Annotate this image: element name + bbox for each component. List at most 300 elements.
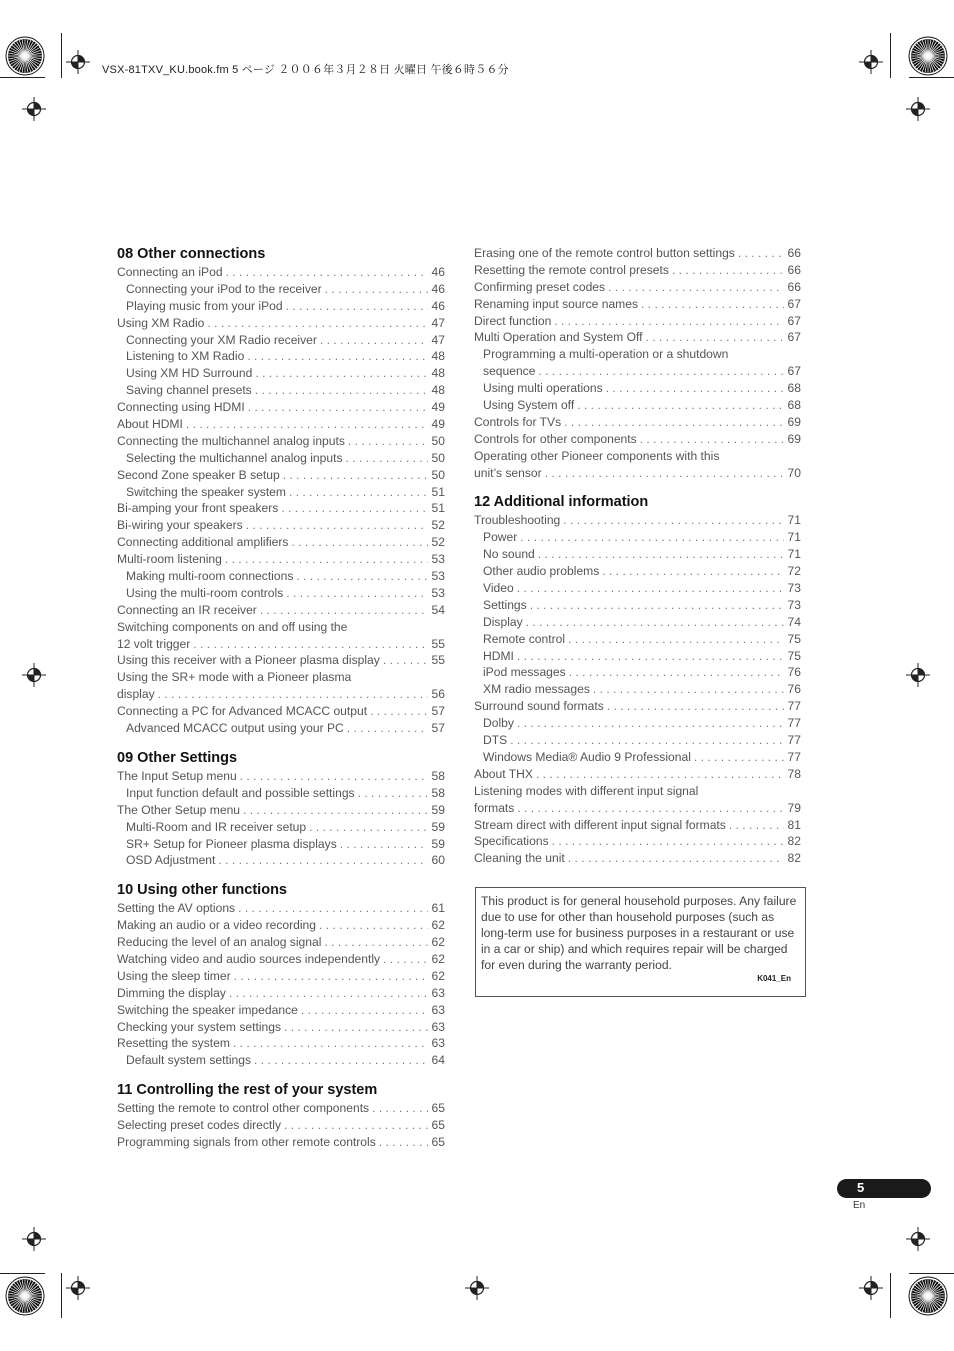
- toc-entry-title: Connecting using HDMI: [117, 400, 245, 415]
- toc-entry-page: 66: [787, 262, 801, 277]
- toc-entry: [117, 1035, 445, 1052]
- toc-entry-title: The Other Setup menu: [117, 802, 241, 817]
- toc-entry-page: 61: [431, 901, 445, 916]
- toc-entry-title: The Input Setup menu: [117, 768, 237, 783]
- toc-entry-title: 12 volt trigger: [117, 636, 191, 651]
- dot-leader: [563, 512, 783, 529]
- dot-leader: [226, 264, 428, 281]
- toc-entry-page: 71: [787, 547, 801, 562]
- dot-leader: [554, 313, 783, 330]
- toc-entry-title: Dimming the display: [117, 985, 226, 1000]
- dot-leader: [694, 749, 784, 766]
- toc-entry: [474, 597, 801, 614]
- toc-entry-title: OSD Adjustment: [126, 853, 216, 868]
- toc-entry: [474, 698, 801, 715]
- toc-entry-page: 68: [787, 398, 801, 413]
- dot-leader: [238, 900, 427, 917]
- toc-entry-title: Connecting your XM Radio receiver: [126, 332, 317, 347]
- toc-entry: [117, 636, 445, 653]
- toc-entry: [117, 951, 445, 968]
- crosshair-mark-icon: [859, 50, 883, 74]
- toc-entry-title: Setting the AV options: [117, 901, 236, 916]
- crosshair-mark-icon: [859, 1276, 883, 1300]
- toc-entry-title: Making multi-room connections: [126, 569, 294, 584]
- toc-entry-title: Specifications: [474, 834, 549, 849]
- toc-entry-page: 82: [787, 834, 801, 849]
- toc-entry: [474, 833, 801, 850]
- dot-leader: [530, 597, 784, 614]
- dot-leader: [346, 450, 428, 467]
- toc-entry: [474, 631, 801, 648]
- toc-entry: [474, 529, 801, 546]
- dot-leader: [545, 465, 784, 482]
- toc-entry-page: 74: [787, 614, 801, 629]
- toc-entry: [474, 664, 801, 681]
- dot-leader: [538, 363, 783, 380]
- toc-entry-page: 77: [787, 749, 801, 764]
- toc-entry: [474, 715, 801, 732]
- toc-entry: [474, 850, 801, 867]
- toc-entry-page: 62: [431, 968, 445, 983]
- toc-entry: [117, 298, 445, 315]
- toc-entry: [117, 399, 445, 416]
- registration-rosette-icon: [5, 36, 45, 76]
- toc-entry: [474, 262, 801, 279]
- toc-entry-page: 73: [787, 581, 801, 596]
- toc-entry-page: 67: [787, 364, 801, 379]
- crosshair-mark-icon: [22, 1227, 46, 1251]
- toc-entry-title: Programming signals from other remote controls: [117, 1134, 376, 1149]
- dot-leader: [520, 529, 783, 546]
- toc-entry-title: DTS: [483, 733, 508, 748]
- toc-entry-title: Connecting an IR receiver: [117, 602, 257, 617]
- toc-entry-title: Connecting the multichannel analog inputs: [117, 433, 345, 448]
- toc-entry-title: Setting the remote to control other components: [117, 1101, 370, 1116]
- toc-entry-page: 78: [787, 766, 801, 781]
- toc-entry-title: Using XM HD Surround: [126, 366, 253, 381]
- toc-entry-page: 77: [787, 733, 801, 748]
- toc-entry: [117, 985, 445, 1002]
- toc-entry: [117, 365, 445, 382]
- toc-entry: [117, 652, 445, 669]
- dot-leader: [729, 817, 784, 834]
- toc-entry: [117, 852, 445, 869]
- toc-entry: [117, 416, 445, 433]
- toc-entry: [117, 934, 445, 951]
- toc-entry: [474, 749, 801, 766]
- toc-entry-title: Using multi operations: [483, 381, 603, 396]
- toc-entry-title: Controls for other components: [474, 431, 637, 446]
- toc-entry: [117, 686, 445, 703]
- toc-entry-title: Using XM Radio: [117, 315, 205, 330]
- dot-leader: [517, 648, 784, 665]
- dot-leader: [283, 467, 428, 484]
- toc-entry: [117, 917, 445, 934]
- toc-entry-title: Connecting an iPod: [117, 265, 223, 279]
- crop-line: [909, 1273, 954, 1274]
- section-heading: 11 Controlling the rest of your system: [117, 1082, 378, 1099]
- toc-entry: [474, 800, 801, 817]
- toc-entry-page: 63: [431, 985, 445, 1000]
- toc-entry-title: Programming a multi-operation or a shutdown: [483, 347, 729, 362]
- toc-entry: [474, 648, 801, 665]
- page-number-tab: [837, 1179, 931, 1198]
- toc-entry-title: Listening to XM Radio: [126, 349, 245, 364]
- registration-rosette-icon: [908, 36, 948, 76]
- toc-entry: [117, 1002, 445, 1019]
- dot-leader: [319, 917, 428, 934]
- toc-entry-page: 77: [787, 716, 801, 731]
- toc-entry-title: Troubleshooting: [474, 513, 561, 528]
- crosshair-mark-icon: [22, 97, 46, 121]
- toc-entry: [117, 517, 445, 534]
- crop-line: [0, 1273, 45, 1274]
- toc-entry: [474, 448, 801, 465]
- toc-entry-page: 53: [431, 569, 445, 584]
- toc-entry-page: 59: [431, 836, 445, 851]
- crosshair-mark-icon: [906, 1227, 930, 1251]
- toc-entry-page: 71: [787, 513, 801, 528]
- dot-leader: [738, 245, 784, 262]
- dot-leader: [370, 703, 427, 720]
- toc-entry-title: Switching components on and off using the: [117, 619, 348, 634]
- toc-entry-page: 52: [431, 518, 445, 533]
- dot-leader: [234, 968, 428, 985]
- toc-entry-title: Remote control: [483, 631, 566, 646]
- dot-leader: [608, 279, 783, 296]
- toc-entry: [474, 363, 801, 380]
- dot-leader: [379, 1134, 428, 1151]
- toc-entry: [117, 1100, 445, 1117]
- page-language: En: [853, 1200, 866, 1211]
- toc-entry-title: Using this receiver with a Pioneer plasma display: [117, 653, 380, 668]
- dot-leader: [340, 836, 428, 853]
- toc-entry-page: 63: [431, 1002, 445, 1017]
- toc-entry-page: 76: [787, 665, 801, 680]
- toc-entry: [117, 1117, 445, 1134]
- toc-entry-title: iPod messages: [483, 665, 566, 680]
- toc-entry-title: About THX: [474, 766, 533, 781]
- toc-entry-page: 67: [787, 313, 801, 328]
- toc-entry-title: Erasing one of the remote control button settings: [474, 246, 735, 260]
- toc-entry-page: 48: [431, 349, 445, 364]
- dot-leader: [193, 636, 427, 653]
- toc-entry-title: Connecting additional amplifiers: [117, 535, 289, 550]
- dot-leader: [286, 585, 427, 602]
- toc-entry-title: Multi-room listening: [117, 552, 222, 567]
- toc-entry-page: 64: [431, 1053, 445, 1068]
- toc-entry-title: Operating other Pioneer components with this: [474, 448, 720, 463]
- toc-entry-page: 71: [787, 530, 801, 545]
- toc-entry-title: Using the multi-room controls: [126, 585, 284, 600]
- toc-entry: [117, 433, 445, 450]
- toc-entry-page: 65: [431, 1101, 445, 1116]
- dot-leader: [510, 732, 783, 749]
- page-number: 5: [857, 1180, 865, 1195]
- toc-entry-page: 51: [431, 484, 445, 499]
- toc-entry-page: 53: [431, 585, 445, 600]
- toc-entry-page: 63: [431, 1019, 445, 1034]
- toc-entry: [117, 619, 445, 636]
- toc-entry-page: 57: [431, 704, 445, 719]
- toc-entry-title: Controls for TVs: [474, 414, 562, 429]
- toc-entry-title: Confirming preset codes: [474, 279, 606, 294]
- dot-leader: [536, 766, 784, 783]
- toc-entry-title: Using the sleep timer: [117, 968, 231, 983]
- toc-entry-page: 46: [431, 265, 445, 279]
- toc-entry-page: 49: [431, 400, 445, 415]
- section-heading: 09 Other Settings: [117, 749, 238, 766]
- toc-entry-title: Power: [483, 530, 518, 545]
- toc-entry-title: SR+ Setup for Pioneer plasma displays: [126, 836, 337, 851]
- dot-leader: [246, 517, 428, 534]
- toc-entry-title: Settings: [483, 597, 527, 612]
- toc-entry-title: Direct function: [474, 313, 552, 328]
- toc-entry-page: 72: [787, 564, 801, 579]
- toc-entry-title: Bi-amping your front speakers: [117, 501, 279, 516]
- toc-entry: [117, 585, 445, 602]
- toc-entry: [117, 703, 445, 720]
- toc-entry-page: 46: [431, 298, 445, 313]
- toc-right-column: [474, 245, 801, 867]
- toc-entry-title: Advanced MCACC output using your PC: [126, 721, 344, 736]
- toc-entry: [474, 817, 801, 834]
- dot-leader: [229, 985, 428, 1002]
- toc-entry: [117, 551, 445, 568]
- toc-entry-title: About HDMI: [117, 417, 183, 432]
- toc-entry: [117, 785, 445, 802]
- dot-leader: [218, 852, 427, 869]
- toc-entry-title: sequence: [483, 364, 536, 379]
- dot-leader: [296, 568, 427, 585]
- registration-rosette-icon: [908, 1276, 948, 1316]
- dot-leader: [602, 563, 783, 580]
- toc-entry: [474, 681, 801, 698]
- section-heading: 10 Using other functions: [117, 882, 287, 899]
- dot-leader: [255, 382, 428, 399]
- notice-code: K041_En: [757, 974, 791, 983]
- toc-entry-title: Multi Operation and System Off: [474, 330, 643, 345]
- toc-entry-title: Renaming input source names: [474, 296, 639, 311]
- toc-entry-page: 67: [787, 330, 801, 345]
- toc-entry: [474, 380, 801, 397]
- toc-entry: [474, 614, 801, 631]
- toc-entry-page: 58: [431, 768, 445, 783]
- crop-line: [909, 77, 954, 78]
- toc-entry-page: 65: [431, 1134, 445, 1149]
- toc-entry: [474, 580, 801, 597]
- toc-entry-title: Input function default and possible settings: [126, 785, 355, 800]
- toc-entry-title: Stream direct with different input signal formats: [474, 817, 726, 832]
- toc-entry-page: 50: [431, 433, 445, 448]
- toc-entry: [117, 467, 445, 484]
- toc-entry: [117, 348, 445, 365]
- toc-entry-page: 57: [431, 721, 445, 736]
- toc-entry: [117, 602, 445, 619]
- toc-entry-title: Multi-Room and IR receiver setup: [126, 819, 307, 834]
- dot-leader: [248, 399, 428, 416]
- toc-entry: [117, 1019, 445, 1036]
- toc-entry-page: 81: [787, 817, 801, 832]
- toc-entry-page: 73: [787, 597, 801, 612]
- usage-notice-box: [475, 887, 806, 997]
- toc-entry-title: Making an audio or a video recording: [117, 918, 316, 933]
- toc-entry-title: No sound: [483, 547, 535, 562]
- toc-entry-page: 50: [431, 450, 445, 465]
- dot-leader: [383, 652, 428, 669]
- dot-leader: [607, 698, 784, 715]
- crosshair-mark-icon: [465, 1276, 489, 1300]
- toc-entry-page: 75: [787, 631, 801, 646]
- toc-entry-title: Resetting the remote control presets: [474, 262, 669, 277]
- dot-leader: [640, 431, 784, 448]
- usage-notice-text: This product is for general household purposes. Any failure due to use for other than household purposes (such as long-term use for business purposes in a restaurant or use in a car or ship) and which requires repair will be charged for even during the warranty period.: [481, 894, 797, 972]
- toc-entry: [117, 568, 445, 585]
- toc-entry: [117, 484, 445, 501]
- section-heading: 08 Other connections: [117, 246, 266, 262]
- crosshair-mark-icon: [66, 1276, 90, 1300]
- toc-entry-page: 54: [431, 602, 445, 617]
- toc-entry-page: 66: [787, 246, 801, 260]
- toc-entry: [117, 1134, 445, 1151]
- toc-entry-page: 58: [431, 785, 445, 800]
- dot-leader: [646, 329, 784, 346]
- toc-entry: [474, 296, 801, 313]
- toc-entry: [474, 512, 801, 529]
- toc-entry-page: 63: [431, 1036, 445, 1051]
- dot-leader: [672, 262, 784, 279]
- toc-entry-title: Listening modes with different input signal: [474, 783, 699, 798]
- toc-entry-page: 66: [787, 279, 801, 294]
- dot-leader: [320, 332, 428, 349]
- toc-entry-title: Switching the speaker impedance: [117, 1002, 298, 1017]
- toc-entry-page: 69: [787, 414, 801, 429]
- dot-leader: [291, 534, 427, 551]
- toc-entry: [117, 315, 445, 332]
- file-info-header: VSX-81TXV_KU.book.fm 5 ページ ２００６年３月２８日 火曜日 午後６時５６分: [102, 64, 509, 76]
- toc-entry-page: 55: [431, 636, 445, 651]
- toc-entry-title: Default system settings: [126, 1053, 252, 1068]
- dot-leader: [569, 664, 784, 681]
- crop-line: [890, 33, 891, 78]
- dot-leader: [247, 348, 427, 365]
- toc-entry-title: Using the SR+ mode with a Pioneer plasma: [117, 670, 352, 685]
- dot-leader: [158, 686, 428, 703]
- toc-entry-title: Second Zone speaker B setup: [117, 467, 280, 482]
- toc-entry: [474, 783, 801, 800]
- dot-leader: [309, 819, 427, 836]
- crosshair-mark-icon: [906, 97, 930, 121]
- toc-entry-page: 69: [787, 431, 801, 446]
- toc-entry-title: Video: [483, 581, 514, 596]
- toc-entry-page: 49: [431, 417, 445, 432]
- toc-entry-page: 48: [431, 383, 445, 398]
- crop-line: [890, 1273, 891, 1318]
- toc-entry: [117, 382, 445, 399]
- dot-leader: [207, 315, 427, 332]
- toc-entry-page: 82: [787, 851, 801, 866]
- toc-entry-title: Dolby: [483, 716, 514, 731]
- toc-entry: [474, 766, 801, 783]
- dot-leader: [538, 546, 784, 563]
- toc-entry: [117, 819, 445, 836]
- dot-leader: [240, 768, 428, 785]
- toc-entry-title: display: [117, 687, 155, 702]
- toc-entry: [117, 281, 445, 298]
- toc-entry: [474, 245, 801, 262]
- toc-entry-title: HDMI: [483, 648, 514, 663]
- dot-leader: [383, 951, 427, 968]
- toc-entry-page: 70: [787, 465, 801, 480]
- toc-entry: [474, 563, 801, 580]
- toc-entry: [117, 450, 445, 467]
- dot-leader: [577, 397, 783, 414]
- toc-entry-page: 59: [431, 802, 445, 817]
- dot-leader: [260, 602, 428, 619]
- toc-entry: [474, 329, 801, 346]
- dot-leader: [286, 298, 428, 315]
- crosshair-mark-icon: [22, 663, 46, 687]
- toc-entry-title: XM radio messages: [483, 682, 590, 697]
- toc-entry-title: Display: [483, 614, 523, 629]
- section-heading: 12 Additional information: [474, 494, 649, 511]
- toc-entry-page: 52: [431, 535, 445, 550]
- toc-entry-page: 46: [431, 281, 445, 296]
- dot-leader: [254, 1052, 428, 1069]
- toc-entry-title: Resetting the system: [117, 1036, 230, 1051]
- toc-entry: [117, 500, 445, 517]
- toc-entry: [474, 346, 801, 363]
- toc-left-column: [117, 245, 445, 1151]
- toc-entry-title: Watching video and audio sources independently: [117, 951, 381, 966]
- dot-leader: [526, 614, 784, 631]
- dot-leader: [568, 631, 784, 648]
- toc-entry-title: Other audio problems: [483, 564, 600, 579]
- toc-entry: [117, 534, 445, 551]
- dot-leader: [186, 416, 428, 433]
- toc-entry-page: 51: [431, 501, 445, 516]
- toc-entry-title: Reducing the level of an analog signal: [117, 935, 322, 950]
- toc-entry-title: Using System off: [483, 398, 575, 413]
- dot-leader: [281, 500, 427, 517]
- toc-entry-page: 55: [431, 653, 445, 668]
- crop-line: [0, 77, 45, 78]
- toc-entry-page: 65: [431, 1118, 445, 1133]
- dot-leader: [568, 850, 784, 867]
- toc-entry: [117, 669, 445, 686]
- toc-entry-title: Connecting a PC for Advanced MCACC output: [117, 704, 368, 719]
- toc-entry-title: Checking your system settings: [117, 1019, 282, 1034]
- dot-leader: [284, 1019, 428, 1036]
- dot-leader: [358, 785, 428, 802]
- toc-entry-page: 59: [431, 819, 445, 834]
- toc-entry-page: 76: [787, 682, 801, 697]
- toc-entry-page: 56: [431, 687, 445, 702]
- toc-entry-page: 62: [431, 951, 445, 966]
- dot-leader: [641, 296, 784, 313]
- toc-entry-title: Switching the speaker system: [126, 484, 286, 499]
- toc-entry: [474, 465, 801, 482]
- toc-entry-page: 77: [787, 699, 801, 714]
- toc-entry-page: 68: [787, 381, 801, 396]
- toc-entry-page: 47: [431, 315, 445, 330]
- toc-entry-title: Playing music from your iPod: [126, 298, 283, 313]
- dot-leader: [593, 681, 784, 698]
- dot-leader: [325, 281, 428, 298]
- toc-entry-page: 50: [431, 467, 445, 482]
- dot-leader: [552, 833, 784, 850]
- toc-entry: [474, 414, 801, 431]
